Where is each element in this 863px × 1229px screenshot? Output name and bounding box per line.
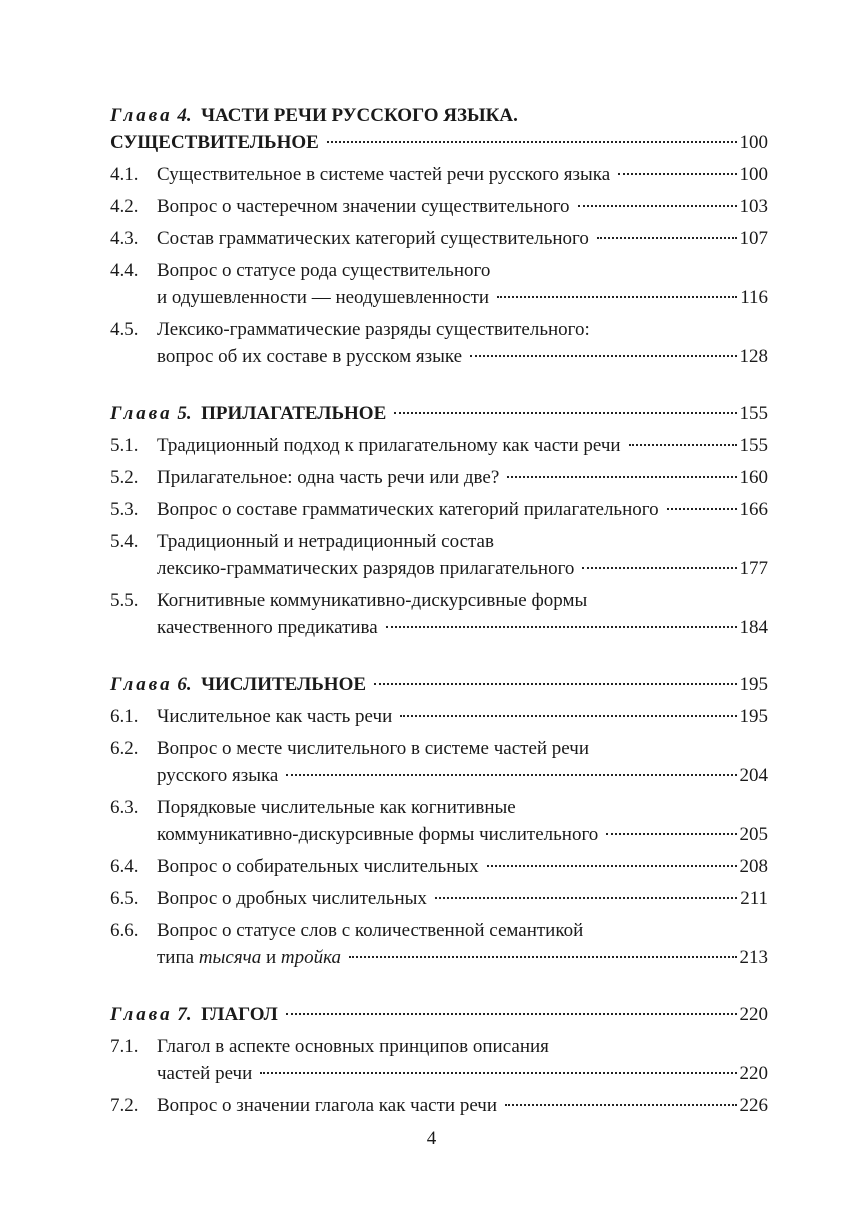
section-title: Лексико-грамматические разряды существительного: <box>157 319 590 340</box>
toc-entry <box>110 528 768 582</box>
dot-leader <box>667 508 737 510</box>
dot-leader <box>435 897 737 899</box>
chapter-label: Глава <box>110 1004 173 1025</box>
section-number: 5.5. <box>110 590 139 611</box>
dot-leader <box>507 476 736 478</box>
chapter-number: 7. <box>177 1004 192 1025</box>
section-title: Вопрос о значении глагола как части речи <box>157 1095 497 1116</box>
dot-leader <box>597 237 737 239</box>
toc-entry <box>110 917 768 971</box>
section-title: Вопрос о составе грамматических категорий прилагательного <box>157 499 659 520</box>
section-page: 100 <box>739 164 768 185</box>
toc-entry <box>110 432 768 459</box>
section-page: 208 <box>739 856 768 877</box>
toc-entry <box>110 853 768 880</box>
section-number: 4.2. <box>110 196 139 217</box>
dot-leader <box>349 956 736 958</box>
chapter-title: СУЩЕСТВИТЕЛЬНОЕ <box>110 132 319 153</box>
toc-entry <box>110 794 768 848</box>
text-fragment: типа <box>157 947 199 968</box>
section-number: 6.5. <box>110 888 139 909</box>
chapter-heading <box>110 671 768 698</box>
chapter-label: Глава <box>110 105 173 126</box>
section-number: 6.3. <box>110 797 139 818</box>
toc-entry <box>110 735 768 789</box>
dot-leader <box>374 683 736 685</box>
chapter-title: ГЛАГОЛ <box>201 1004 278 1025</box>
dot-leader <box>497 296 737 298</box>
section-page: 205 <box>739 824 768 845</box>
toc-entry <box>110 885 768 912</box>
section-number: 5.2. <box>110 467 139 488</box>
dot-leader <box>386 626 737 628</box>
toc-entry <box>110 193 768 220</box>
section-page: 204 <box>739 765 768 786</box>
toc-entry <box>110 225 768 252</box>
dot-leader <box>606 833 736 835</box>
section-title: Вопрос о статусе слов с количественной семантикой <box>157 920 584 941</box>
chapter-heading-cont <box>110 129 768 156</box>
section-title: Вопрос о собирательных числительных <box>157 856 479 877</box>
chapter-heading <box>110 102 768 129</box>
section-title: Традиционный и нетрадиционный состав <box>157 531 494 552</box>
section-title-cont: и одушевленности — неодушевленности <box>157 287 490 308</box>
section-title: Вопрос о частеречном значении существительного <box>157 196 570 217</box>
section-number: 6.4. <box>110 856 139 877</box>
section-page: 220 <box>739 1063 768 1084</box>
toc-entry <box>110 1092 768 1119</box>
section-title: Глагол в аспекте основных принципов описания <box>157 1036 549 1057</box>
section-title-cont: коммуникативно-дискурсивные формы числительного <box>157 824 599 845</box>
section-title-cont <box>157 944 341 971</box>
section-page: 107 <box>739 228 768 249</box>
toc-entry <box>110 496 768 523</box>
chapter-page: 155 <box>739 403 768 424</box>
section-page: 128 <box>739 346 768 367</box>
section-title: Прилагательное: одна часть речи или две? <box>157 467 500 488</box>
chapter-5 <box>110 400 768 641</box>
section-number: 5.3. <box>110 499 139 520</box>
chapter-label: Глава <box>110 674 173 695</box>
section-title-cont: вопрос об их составе в русском языке <box>157 346 463 367</box>
toc-entry <box>110 316 768 370</box>
chapter-heading <box>110 400 768 427</box>
section-page: 155 <box>739 435 768 456</box>
italic-term: тысяча <box>198 947 262 968</box>
section-title: Когнитивные коммуникативно-дискурсивные формы <box>157 590 588 611</box>
chapter-number: 4. <box>177 105 192 126</box>
page-number: 4 <box>426 1128 437 1149</box>
section-page: 211 <box>740 888 768 909</box>
dot-leader <box>582 567 736 569</box>
section-number: 4.4. <box>110 260 139 281</box>
section-title: Вопрос о месте числительного в системе частей речи <box>157 738 589 759</box>
section-number: 6.6. <box>110 920 139 941</box>
section-number: 5.4. <box>110 531 139 552</box>
dot-leader <box>487 865 737 867</box>
dot-leader <box>327 141 737 143</box>
toc-entry <box>110 464 768 491</box>
section-title: Числительное как часть речи <box>157 706 393 727</box>
section-title-cont: лексико-грамматических разрядов прилагательного <box>157 558 575 579</box>
toc-entry <box>110 703 768 730</box>
dot-leader <box>470 355 736 357</box>
toc-entry <box>110 257 768 311</box>
section-title-cont: качественного предикатива <box>157 617 378 638</box>
section-page: 184 <box>739 617 768 638</box>
chapter-title: ПРИЛАГАТЕЛЬНОЕ <box>201 403 387 424</box>
table-of-contents <box>110 102 768 1119</box>
chapter-heading <box>110 1001 768 1028</box>
section-title: Порядковые числительные как когнитивные <box>157 797 516 818</box>
chapter-4 <box>110 102 768 370</box>
section-page: 103 <box>739 196 768 217</box>
dot-leader <box>629 444 737 446</box>
section-number: 7.2. <box>110 1095 139 1116</box>
section-number: 4.5. <box>110 319 139 340</box>
section-page: 160 <box>739 467 768 488</box>
dot-leader <box>618 173 736 175</box>
chapter-page: 100 <box>739 132 768 153</box>
dot-leader <box>286 774 736 776</box>
chapter-label: Глава <box>110 403 173 424</box>
section-number: 7.1. <box>110 1036 139 1057</box>
chapter-title: ЧИСЛИТЕЛЬНОЕ <box>201 674 367 695</box>
section-title-cont: русского языка <box>157 765 279 786</box>
toc-entry <box>110 161 768 188</box>
section-page: 177 <box>739 558 768 579</box>
dot-leader <box>394 412 736 414</box>
chapter-number: 5. <box>177 403 192 424</box>
section-title-cont: частей речи <box>157 1063 253 1084</box>
chapter-7 <box>110 1001 768 1119</box>
dot-leader <box>400 715 736 717</box>
chapter-number: 6. <box>177 674 192 695</box>
chapter-6 <box>110 671 768 971</box>
section-title: Существительное в системе частей речи русского языка <box>157 164 611 185</box>
section-title: Вопрос о статусе рода существительного <box>157 260 491 281</box>
section-number: 4.3. <box>110 228 139 249</box>
toc-entry <box>110 1033 768 1087</box>
text-fragment: и <box>261 947 281 968</box>
section-page: 213 <box>739 947 768 968</box>
dot-leader <box>505 1104 737 1106</box>
section-number: 4.1. <box>110 164 139 185</box>
chapter-page: 220 <box>739 1004 768 1025</box>
section-page: 226 <box>739 1095 768 1116</box>
section-number: 5.1. <box>110 435 139 456</box>
section-number: 6.1. <box>110 706 139 727</box>
dot-leader <box>286 1013 737 1015</box>
toc-entry <box>110 587 768 641</box>
section-page: 116 <box>740 287 768 308</box>
chapter-title: ЧАСТИ РЕЧИ РУССКОГО ЯЗЫКА. <box>201 105 518 126</box>
section-title: Традиционный подход к прилагательному как части речи <box>157 435 621 456</box>
section-title: Вопрос о дробных числительных <box>157 888 427 909</box>
chapter-page: 195 <box>739 674 768 695</box>
italic-term: тройка <box>280 947 342 968</box>
section-number: 6.2. <box>110 738 139 759</box>
section-page: 166 <box>739 499 768 520</box>
section-page: 195 <box>739 706 768 727</box>
dot-leader <box>578 205 737 207</box>
dot-leader <box>260 1072 736 1074</box>
section-title: Состав грамматических категорий существительного <box>157 228 589 249</box>
